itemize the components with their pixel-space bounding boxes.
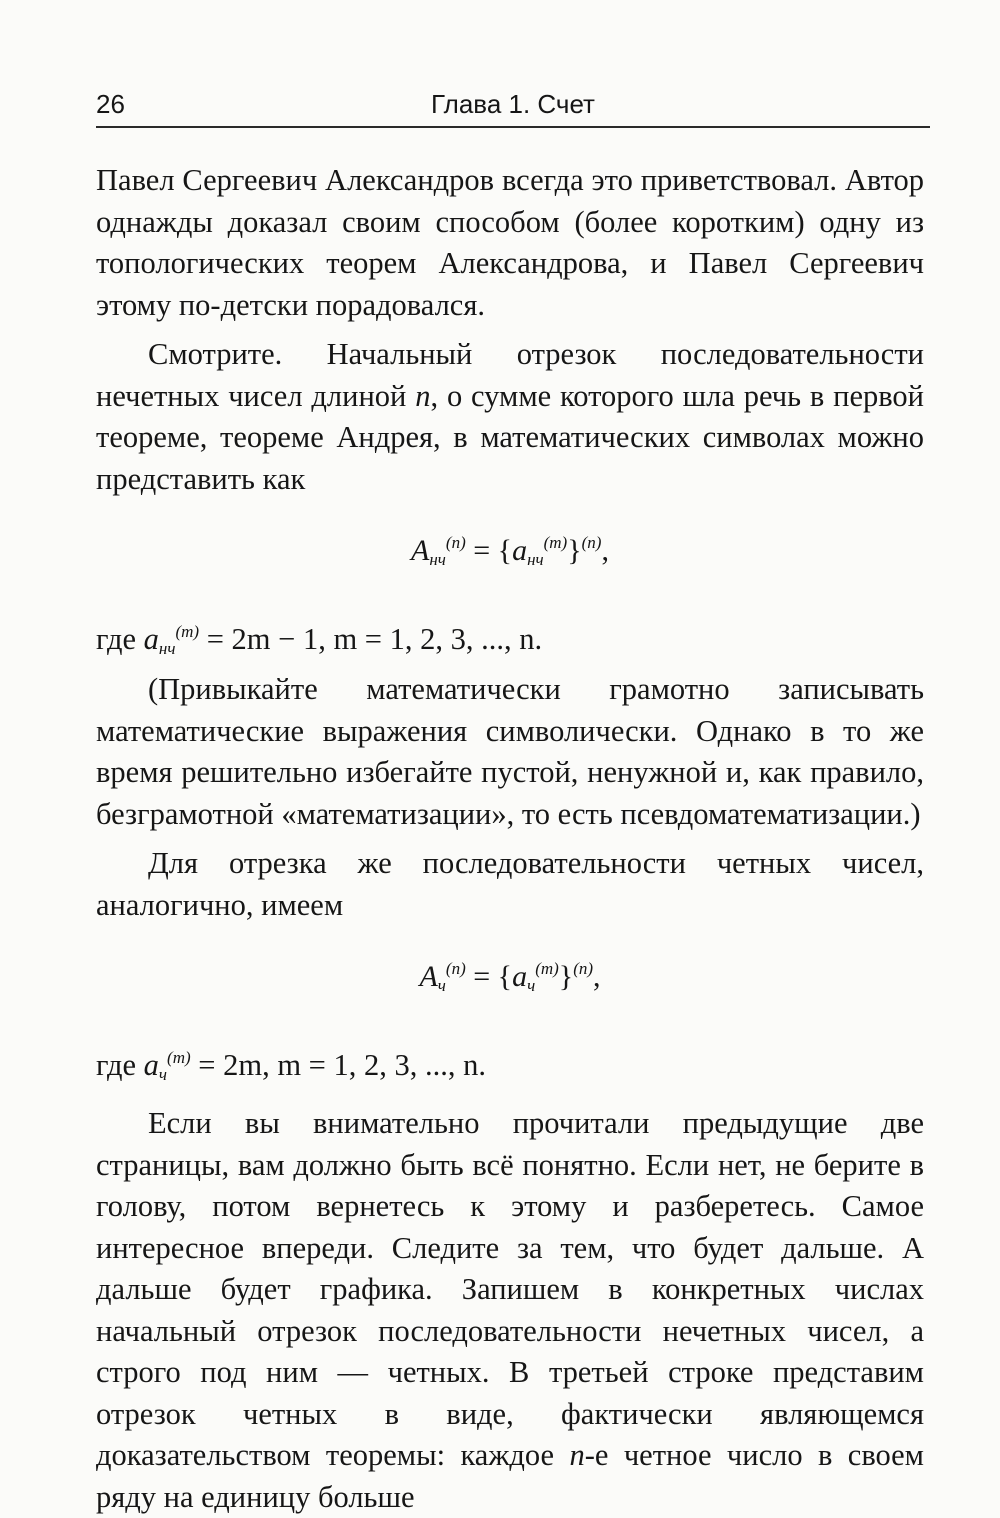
where-clause-odd: [96, 611, 924, 670]
formula-superscript: (m): [167, 1047, 191, 1067]
body-text: [96, 160, 924, 1518]
formula-symbol: a: [143, 621, 159, 656]
paragraph-2: [96, 334, 924, 500]
formula-subscript: нч: [527, 550, 544, 569]
where-rest: = 2m, m = 1, 2, 3, ..., n.: [190, 1047, 487, 1082]
formula-equals: = {: [465, 960, 513, 993]
paragraph-3: (Привыкайте математически грамотно записывать математические выражения символически. Однако в то же время решительно избегайте пустой, ненужной и, как правило, безграмотной «математизации», то есть псевдоматематизации.): [96, 672, 924, 831]
formula-subscript: нч: [158, 638, 176, 658]
formula-superscript: (m): [543, 533, 568, 552]
formula-superscript: (n): [445, 533, 466, 552]
formula-subscript: ч: [527, 976, 536, 995]
formula-superscript: (m): [535, 959, 559, 978]
formula-subscript: ч: [158, 1064, 168, 1084]
where-rest: = 2m − 1, m = 1, 2, 3, ..., n.: [199, 621, 543, 656]
formula-comma: ,: [601, 534, 609, 567]
formula-superscript: (n): [573, 959, 594, 978]
variable-n: n: [415, 378, 431, 413]
paragraph-1: Павел Сергеевич Александров всегда это приветствовал. Автор однажды доказал своим способом (более коротким) одну из топологических теорем Александрова, и Павел Сергеевич этому по-детски порадовался.: [96, 163, 924, 322]
formula-symbol: A: [411, 534, 430, 567]
formula-brace: }: [558, 960, 574, 993]
paragraph-5-text-b: -е четное число в своем ряду на единицу больше: [96, 1438, 924, 1514]
formula-even-segment: [96, 948, 924, 1007]
where-lead: где: [96, 1047, 144, 1082]
paragraph-5-text-a: Если вы внимательно прочитали предыдущие две страницы, вам должно быть всё понятно. Если нет, не берите в голову, потом вернетесь к этому и разберетесь. Самое интересное впереди. Следите за тем, что будет дальше. А дальше будет графика. Запишем в конкретных числах начальный отрезок последовательности нечетных чисел, а строго под ним — четных. В третьей строке представим отрезок четных в виде, фактически являющемся доказательством теоремы: каждое: [96, 1106, 924, 1472]
formula-superscript: (n): [581, 533, 602, 552]
formula-symbol: a: [512, 534, 528, 567]
where-lead: где: [96, 621, 144, 656]
formula-symbol: A: [419, 960, 438, 993]
formula-brace: }: [567, 534, 582, 567]
formula-symbol: a: [512, 960, 528, 993]
where-clause-even: [96, 1037, 924, 1096]
formula-subscript: ч: [437, 976, 446, 995]
chapter-title: Глава 1. Счет: [431, 89, 595, 119]
formula-superscript: (n): [445, 959, 466, 978]
formula-comma: ,: [593, 960, 601, 993]
formula-subscript: нч: [429, 550, 446, 569]
paragraph-2-text-a: Смотрите. Начальный отрезок последовательности нечетных чисел длиной: [96, 337, 924, 413]
page-number: 26: [96, 89, 125, 119]
formula-symbol: a: [143, 1047, 159, 1082]
paragraph-4: Для отрезка же последовательности четных чисел, аналогично, имеем: [96, 846, 924, 922]
formula-odd-segment: [96, 522, 924, 581]
formula-equals: = {: [465, 534, 513, 567]
variable-n: n: [569, 1438, 585, 1472]
paragraph-2-text-b: , о сумме которого шла речь в первой теореме, теореме Андрея, в математических символах можно представить как: [96, 378, 925, 496]
header-rule: [96, 126, 930, 128]
paragraph-5: [96, 1103, 924, 1518]
formula-superscript: (m): [175, 621, 200, 641]
